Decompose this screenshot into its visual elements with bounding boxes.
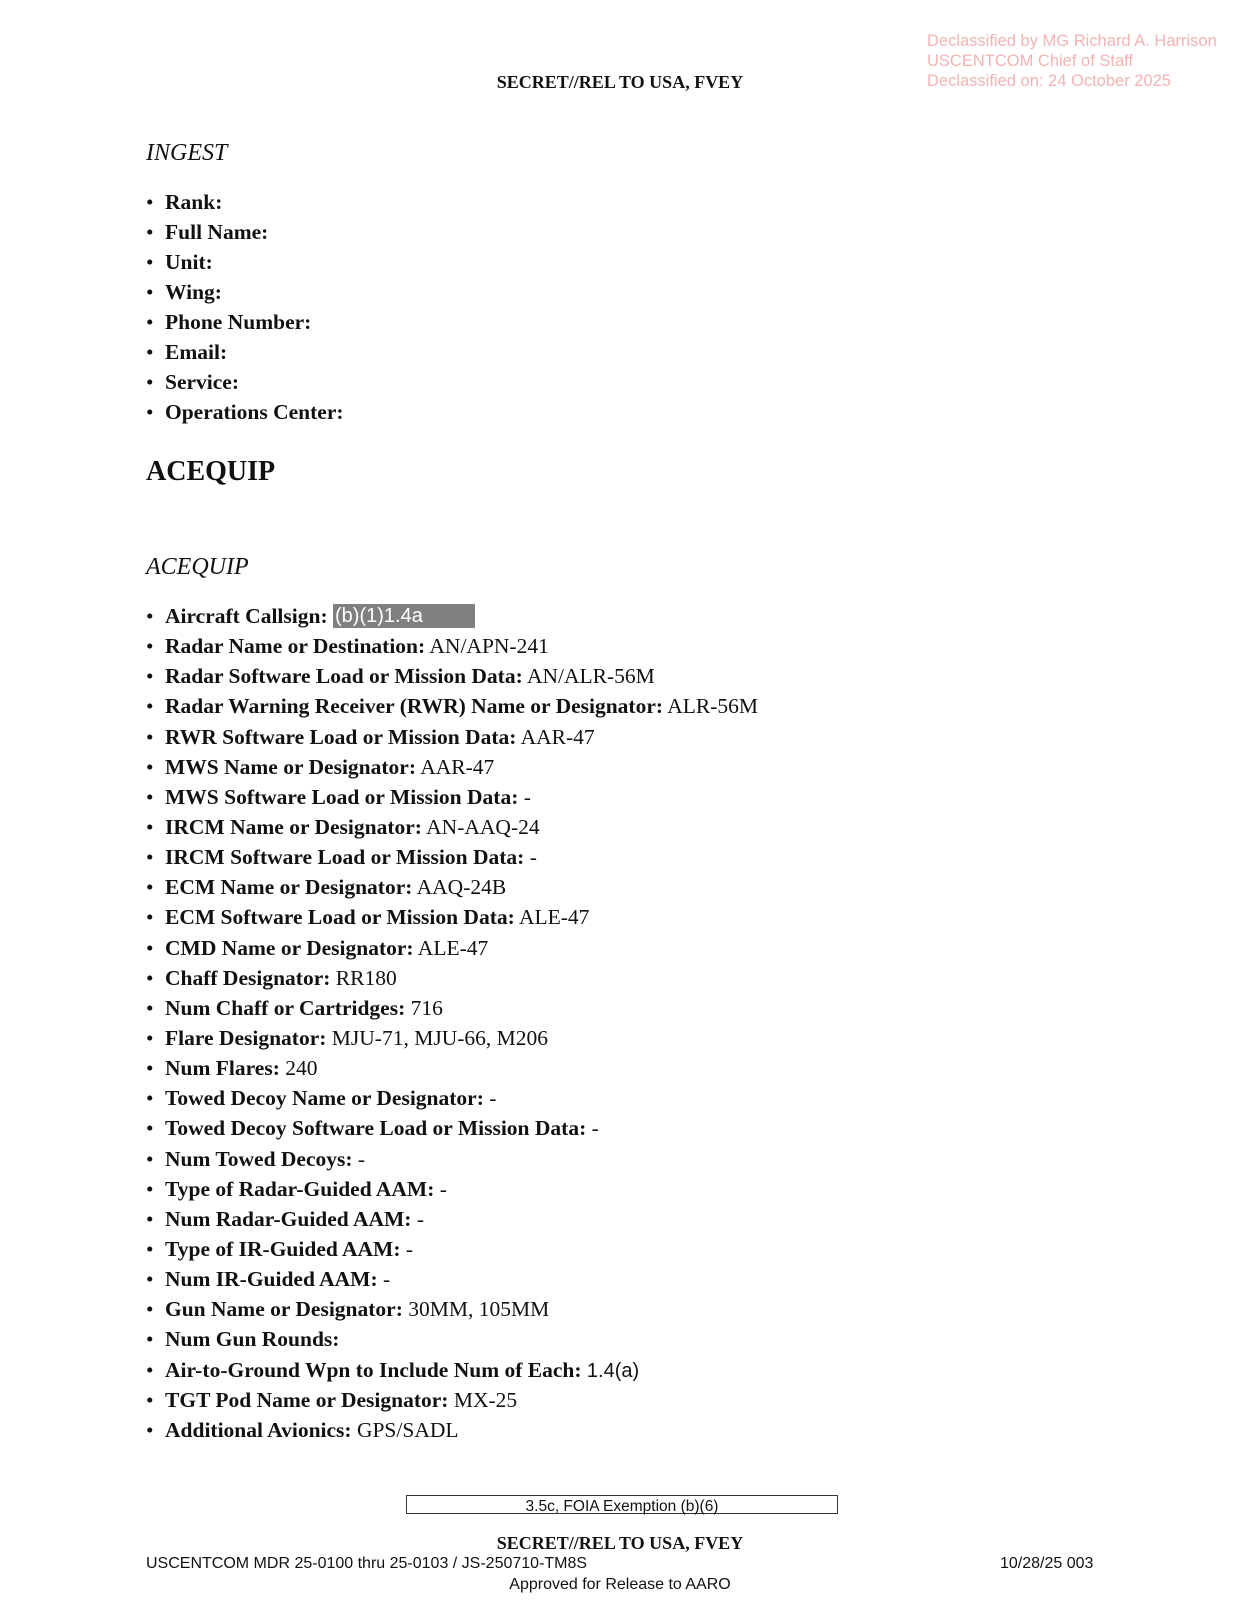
bullet: • [146,664,154,689]
field-item [146,691,758,721]
field-item [146,1385,758,1415]
field-item [146,963,758,993]
field-item [146,307,344,337]
bullet: • [146,1417,154,1442]
field-label: Type of IR-Guided AAM: [165,1236,401,1261]
bullet: • [146,694,154,719]
ingest-heading: INGEST [146,140,228,166]
bullet: • [146,845,154,870]
field-label: Num Radar-Guided AAM: [165,1206,412,1231]
field-label: Flare Designator: [165,1025,327,1050]
field-value: - [405,1236,414,1261]
field-item [146,1083,758,1113]
field-item [146,1144,758,1174]
bullet: • [146,875,154,900]
bullet: • [146,1116,154,1141]
field-item [146,1174,758,1204]
field-label: Air-to-Ground Wpn to Include Num of Each: [165,1357,582,1382]
field-label: Operations Center: [165,400,344,424]
field-item [146,277,344,307]
field-value: - [489,1086,497,1111]
field-value: 240 [285,1056,318,1081]
bullet: • [146,190,154,214]
field-label: Unit: [165,250,213,274]
field-item [146,1113,758,1143]
field-value: AN/APN-241 [429,634,549,659]
field-item [146,1023,758,1053]
bullet: • [146,1056,154,1081]
field-value: - [357,1146,366,1171]
field-item [146,872,758,902]
classification-header: SECRET//REL TO USA, FVEY [496,72,744,92]
field-label: TGT Pod Name or Designator: [165,1387,449,1412]
field-item [146,1324,758,1354]
bullet: • [146,784,154,809]
field-value: - [416,1206,425,1231]
field-item [146,187,344,217]
field-value: - [591,1116,599,1141]
field-item [146,337,344,367]
field-label: Service: [165,370,240,394]
bullet: • [146,1327,154,1352]
document-date-code: 10/28/25 003 [1000,1555,1094,1572]
field-label: Num Chaff or Cartridges: [165,995,406,1020]
release-statement: Approved for Release to AARO [509,1576,731,1593]
bullet: • [146,310,154,334]
field-label: MWS Software Load or Mission Data: [165,784,519,809]
bullet: • [146,724,154,749]
field-item [146,993,758,1023]
redaction-box: (b)(1)1.4a [333,604,475,628]
field-label: ECM Name or Designator: [165,875,413,900]
bullet: • [146,370,154,394]
field-value: 716 [410,995,443,1020]
ingest-field-list [146,187,344,427]
field-value: AAQ-24B [416,875,507,900]
field-label: RWR Software Load or Mission Data: [165,724,517,749]
field-label: Num Flares: [165,1056,280,1081]
bullet: • [146,1146,154,1171]
field-item [146,247,344,277]
field-value: AAR-47 [520,724,595,749]
acequip-title: ACEQUIP [146,456,276,487]
field-label: Radar Software Load or Mission Data: [165,664,523,689]
field-item [146,1264,758,1294]
field-item [146,842,758,872]
field-value: ALE-47 [417,935,489,960]
field-item [146,933,758,963]
field-label: Radar Warning Receiver (RWR) Name or Designator: [165,694,664,719]
field-item [146,631,758,661]
bullet: • [146,1025,154,1050]
acequip-subheading: ACEQUIP [146,554,249,580]
field-value: RR180 [335,965,397,990]
field-value: - [439,1176,447,1201]
bullet: • [146,250,154,274]
bullet: • [146,280,154,304]
field-label: Email: [165,340,228,364]
field-aircraft-callsign [146,601,758,631]
field-label: CMD Name or Designator: [165,935,414,960]
field-label: Num IR-Guided AAM: [165,1267,378,1292]
bullet: • [146,1086,154,1111]
field-value: - [523,784,531,809]
bullet: • [146,754,154,779]
field-label: Rank: [165,190,223,214]
document-reference: USCENTCOM MDR 25-0100 thru 25-0103 / JS-250710-TM8S [146,1555,588,1572]
field-label: Towed Decoy Software Load or Mission Data: [165,1116,587,1141]
acequip-field-list [146,601,758,1445]
field-value: ALE-47 [518,905,590,930]
bullet: • [146,1297,154,1322]
field-value: - [529,845,537,870]
bullet: • [146,1176,154,1201]
foia-exemption-box: 3.5c, FOIA Exemption (b)(6) [406,1495,838,1514]
bullet: • [146,634,154,659]
bullet: • [146,1267,154,1292]
stamp-line-2: USCENTCOM Chief of Staff [927,52,1134,70]
field-item [146,782,758,812]
field-label: Type of Radar-Guided AAM: [165,1176,435,1201]
field-label: Chaff Designator: [165,965,331,990]
bullet: • [146,1206,154,1231]
field-label: Wing: [165,280,222,304]
bullet: • [146,965,154,990]
bullet: • [146,604,154,628]
field-label: Aircraft Callsign: [165,604,328,628]
field-item [146,661,758,691]
field-item [146,217,344,247]
field-item [146,1415,758,1445]
field-item [146,1294,758,1324]
field-item [146,1204,758,1234]
classification-footer: SECRET//REL TO USA, FVEY [496,1533,744,1553]
field-label: Num Gun Rounds: [165,1327,340,1352]
field-label: ECM Software Load or Mission Data: [165,905,515,930]
field-label: Num Towed Decoys: [165,1146,353,1171]
field-label: Radar Name or Destination: [165,634,426,659]
field-value: 30MM, 105MM [408,1297,550,1322]
bullet: • [146,220,154,244]
field-value: MJU-71, MJU-66, M206 [331,1025,549,1050]
field-label: Phone Number: [165,310,312,334]
field-value: GPS/SADL [356,1417,459,1442]
field-value: - [383,1267,391,1292]
field-label: MWS Name or Designator: [165,754,416,779]
field-label: IRCM Name or Designator: [165,814,422,839]
bullet: • [146,340,154,364]
stamp-line-3: Declassified on: 24 October 2025 [927,72,1171,90]
field-item [146,1234,758,1264]
bullet: • [146,935,154,960]
field-item [146,752,758,782]
field-label: Towed Decoy Name or Designator: [165,1086,484,1111]
field-label: Full Name: [165,220,269,244]
field-label: IRCM Software Load or Mission Data: [165,845,525,870]
field-item [146,1053,758,1083]
field-label: Additional Avionics: [165,1417,352,1442]
bullet: • [146,995,154,1020]
bullet: • [146,905,154,930]
bullet: • [146,1387,154,1412]
bullet: • [146,1236,154,1261]
bullet: • [146,400,154,424]
field-item [146,812,758,842]
field-value: AN-AAQ-24 [426,814,540,839]
bullet: • [146,1357,154,1382]
field-item [146,1355,758,1385]
field-item [146,722,758,752]
bullet: • [146,814,154,839]
field-value: 1.4(a) [586,1359,640,1382]
field-value: AAR-47 [420,754,495,779]
stamp-line-1: Declassified by MG Richard A. Harrison [927,32,1217,50]
field-value: AN/ALR-56M [526,664,655,689]
field-label: Gun Name or Designator: [165,1297,403,1322]
field-value: MX-25 [453,1387,518,1412]
field-item [146,397,344,427]
field-item [146,367,344,397]
field-value: ALR-56M [667,694,759,719]
field-item [146,902,758,932]
